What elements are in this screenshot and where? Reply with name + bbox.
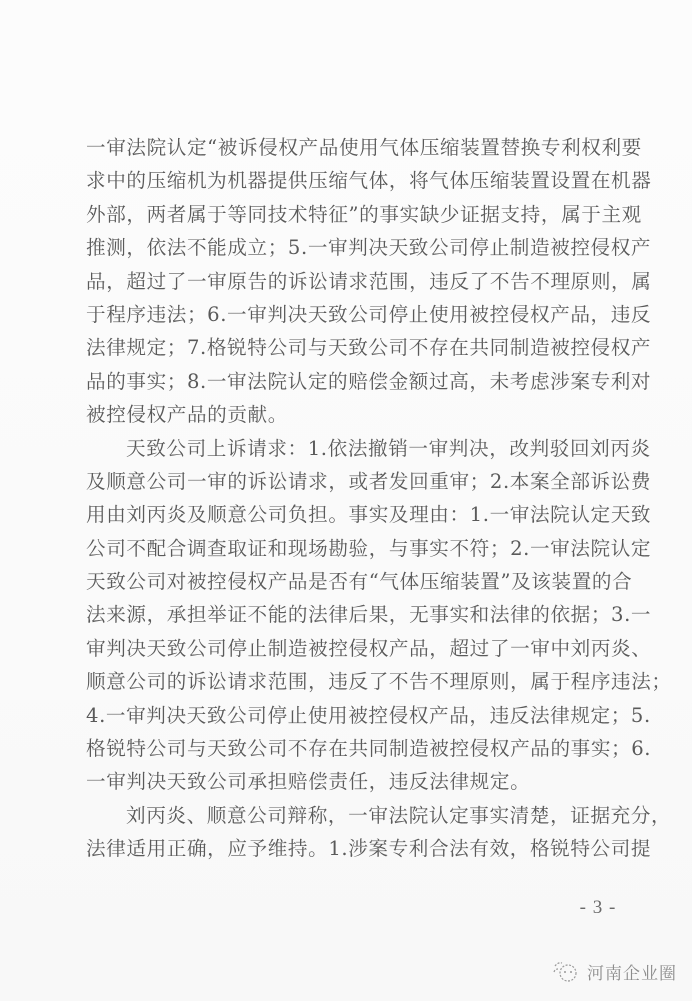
text-line: 一审判决天致公司承担赔偿责任，违反法律规定。 bbox=[86, 770, 531, 794]
text-line: 品，超过了一审原告的诉讼请求范围，违反了不告不理原则，属 bbox=[86, 269, 652, 293]
text-line: 刘丙炎、顺意公司辩称，一审法院认定事实清楚，证据充分， bbox=[126, 803, 672, 827]
text-line: 及顺意公司一审的诉讼请求，或者发回重审；2.本案全部诉讼费 bbox=[86, 469, 652, 493]
text-line: 一审法院认定“被诉侵权产品使用气体压缩装置替换专利权利要 bbox=[86, 136, 642, 159]
text-line: 品的事实；8.一审法院认定的赔偿金额过高，未考虑涉案专利对 bbox=[86, 369, 652, 393]
watermark-text: 河南企业圈 bbox=[587, 963, 677, 984]
wechat-official-account-icon bbox=[551, 958, 581, 984]
text-line: 法来源，承担举证不能的法律后果，无事实和法律的依据；3.一 bbox=[86, 603, 652, 627]
text-line: 外部，两者属于等同技术特征”的事实缺少证据支持，属于主观 bbox=[86, 202, 642, 226]
text-line: 公司不配合调查取证和现场勘验，与事实不符；2.一审法院认定 bbox=[86, 536, 652, 560]
text-line: 格锐特公司与天致公司不存在共同制造被控侵权产品的事实；6. bbox=[86, 737, 652, 761]
text-line: 顺意公司的诉讼请求范围，违反了不告不理原则，属于程序违法； bbox=[86, 670, 672, 694]
text-line: 于程序违法；6.一审判决天致公司停止使用被控侵权产品，违反 bbox=[86, 302, 652, 326]
text-line: 法律规定；7.格锐特公司与天致公司不存在共同制造被控侵权产 bbox=[86, 336, 652, 360]
text-line: 用由刘丙炎及顺意公司负担。事实及理由：1.一审法院认定天致 bbox=[86, 503, 652, 527]
document-body bbox=[86, 131, 672, 866]
text-line: 法律适用正确，应予维持。1.涉案专利合法有效，格锐特公司提 bbox=[86, 837, 652, 861]
paragraph-defense bbox=[86, 799, 672, 866]
paragraph-first-instance-finding bbox=[86, 131, 652, 432]
paragraph-tianzhi-appeal bbox=[86, 432, 672, 799]
text-line: 求中的压缩机为机器提供压缩气体，将气体压缩装置设置在机器 bbox=[86, 169, 652, 193]
text-line: 被控侵权产品的贡献。 bbox=[86, 403, 288, 427]
text-line: 推测，依法不能成立；5.一审判决天致公司停止制造被控侵权产 bbox=[86, 236, 652, 260]
watermark bbox=[551, 957, 677, 985]
text-line: 天致公司上诉请求：1.依法撤销一审判决，改判驳回刘丙炎 bbox=[126, 436, 651, 460]
text-line: 4.一审判决天致公司停止使用被控侵权产品，违反法律规定；5. bbox=[86, 703, 651, 727]
text-line: 审判决天致公司停止制造被控侵权产品，超过了一审中刘丙炎、 bbox=[86, 636, 652, 660]
text-line: 天致公司对被控侵权产品是否有“气体压缩装置”及该装置的合 bbox=[86, 570, 633, 594]
page-number: - 3 - bbox=[579, 897, 617, 918]
